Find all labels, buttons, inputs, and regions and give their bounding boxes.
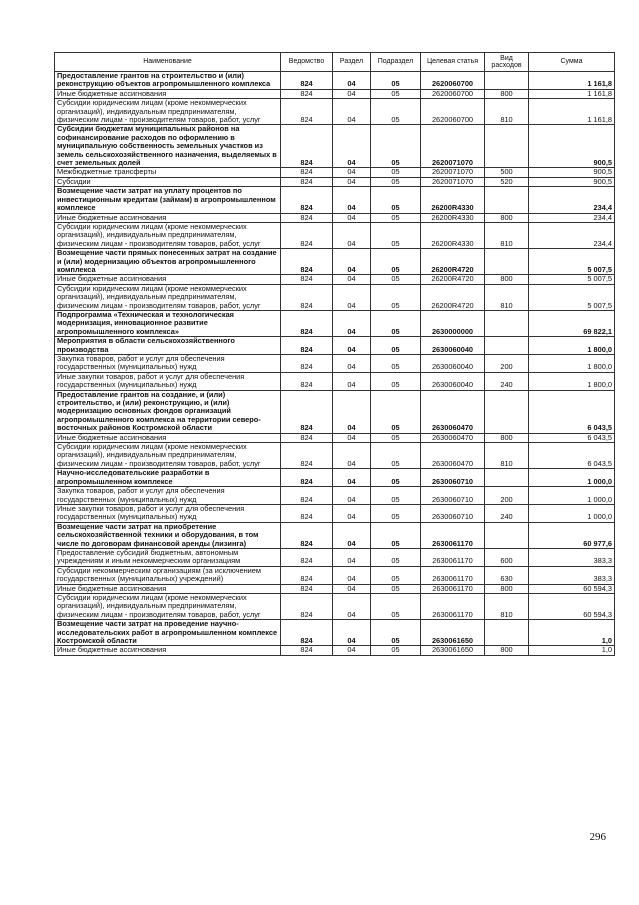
cell-subsection: 05 xyxy=(371,443,421,469)
cell-subsection: 05 xyxy=(371,187,421,213)
cell-target: 2630060040 xyxy=(421,337,485,355)
cell-dept: 824 xyxy=(281,187,333,213)
cell-section: 04 xyxy=(333,168,371,177)
cell-target: 26200R4330 xyxy=(421,187,485,213)
table-row xyxy=(55,72,615,90)
cell-section: 04 xyxy=(333,337,371,355)
cell-name: Предоставление грантов на строительство и (или) реконструкцию объектов агропромышленного комплекса xyxy=(55,72,281,90)
cell-dept: 824 xyxy=(281,469,333,487)
cell-kind: 800 xyxy=(485,584,529,593)
cell-kind xyxy=(485,337,529,355)
cell-kind: 800 xyxy=(485,433,529,442)
cell-dept: 824 xyxy=(281,168,333,177)
cell-name: Научно-исследовательские разработки в агропромышленном комплексе xyxy=(55,469,281,487)
cell-target: 2630060040 xyxy=(421,355,485,373)
cell-section: 04 xyxy=(333,390,371,433)
cell-subsection: 05 xyxy=(371,522,421,548)
cell-sum: 383,3 xyxy=(529,566,615,584)
cell-dept: 824 xyxy=(281,213,333,222)
cell-dept: 824 xyxy=(281,646,333,655)
cell-kind: 810 xyxy=(485,222,529,248)
cell-section: 04 xyxy=(333,72,371,90)
cell-section: 04 xyxy=(333,487,371,505)
table-row xyxy=(55,99,615,125)
cell-section: 04 xyxy=(333,187,371,213)
cell-dept: 824 xyxy=(281,275,333,284)
cell-kind xyxy=(485,310,529,336)
cell-sum: 383,3 xyxy=(529,548,615,566)
header-target: Целевая статья xyxy=(421,53,485,72)
header-subsection: Подраздел xyxy=(371,53,421,72)
cell-dept: 824 xyxy=(281,222,333,248)
table-row xyxy=(55,548,615,566)
cell-name: Субсидии юридическим лицам (кроме некоммерческих организаций), индивидуальным предпринимателям, физическим лицам - производителям товаров, работ, услуг xyxy=(55,443,281,469)
cell-subsection: 05 xyxy=(371,337,421,355)
table-row xyxy=(55,504,615,522)
table-row xyxy=(55,522,615,548)
cell-subsection: 05 xyxy=(371,310,421,336)
table-body xyxy=(55,72,615,656)
cell-target: 2630060710 xyxy=(421,504,485,522)
cell-sum: 6 043,5 xyxy=(529,433,615,442)
cell-dept: 824 xyxy=(281,584,333,593)
cell-name: Закупка товаров, работ и услуг для обеспечения государственных (муниципальных) нужд xyxy=(55,487,281,505)
cell-target: 2630060470 xyxy=(421,433,485,442)
table-row xyxy=(55,168,615,177)
cell-section: 04 xyxy=(333,222,371,248)
cell-name: Предоставление субсидий бюджетным, автономным учреждениям и иным некоммерческим организациям xyxy=(55,548,281,566)
cell-kind: 810 xyxy=(485,443,529,469)
cell-dept: 824 xyxy=(281,99,333,125)
cell-dept: 824 xyxy=(281,89,333,98)
header-dept: Ведомство xyxy=(281,53,333,72)
cell-sum: 60 594,3 xyxy=(529,593,615,619)
cell-section: 04 xyxy=(333,504,371,522)
cell-name: Субсидии некоммерческим организациям (за исключением государственных (муниципальных) учреждений) xyxy=(55,566,281,584)
cell-sum: 1 161,8 xyxy=(529,89,615,98)
cell-kind xyxy=(485,620,529,646)
cell-subsection: 05 xyxy=(371,504,421,522)
cell-kind xyxy=(485,125,529,168)
cell-section: 04 xyxy=(333,566,371,584)
cell-sum: 5 007,5 xyxy=(529,249,615,275)
cell-target: 2630061650 xyxy=(421,620,485,646)
table-row xyxy=(55,433,615,442)
cell-name: Субсидии юридическим лицам (кроме некоммерческих организаций), индивидуальным предпринимателям, физическим лицам - производителям товаров, работ, услуг xyxy=(55,284,281,310)
cell-kind: 800 xyxy=(485,213,529,222)
cell-name: Иные бюджетные ассигнования xyxy=(55,584,281,593)
cell-dept: 824 xyxy=(281,487,333,505)
cell-kind: 200 xyxy=(485,487,529,505)
cell-sum: 900,5 xyxy=(529,177,615,186)
cell-name: Иные бюджетные ассигнования xyxy=(55,89,281,98)
cell-section: 04 xyxy=(333,584,371,593)
cell-subsection: 05 xyxy=(371,584,421,593)
cell-kind xyxy=(485,390,529,433)
cell-sum: 6 043,5 xyxy=(529,443,615,469)
cell-dept: 824 xyxy=(281,355,333,373)
table-header xyxy=(55,53,615,72)
cell-kind: 500 xyxy=(485,168,529,177)
cell-subsection: 05 xyxy=(371,372,421,390)
cell-subsection: 05 xyxy=(371,72,421,90)
cell-section: 04 xyxy=(333,249,371,275)
cell-name: Возмещение части прямых понесенных затрат на создание и (или) модернизацию объектов агропромышленного комплекса xyxy=(55,249,281,275)
cell-dept: 824 xyxy=(281,522,333,548)
cell-name: Иные бюджетные ассигнования xyxy=(55,646,281,655)
cell-target: 2630061650 xyxy=(421,646,485,655)
table-row xyxy=(55,443,615,469)
cell-section: 04 xyxy=(333,89,371,98)
cell-target: 2620060700 xyxy=(421,72,485,90)
table-row xyxy=(55,584,615,593)
cell-sum: 1 000,0 xyxy=(529,487,615,505)
cell-kind xyxy=(485,469,529,487)
cell-target: 26200R4330 xyxy=(421,213,485,222)
cell-name: Иные бюджетные ассигнования xyxy=(55,275,281,284)
cell-dept: 824 xyxy=(281,284,333,310)
cell-kind xyxy=(485,249,529,275)
cell-sum: 234,4 xyxy=(529,222,615,248)
cell-sum: 1 800,0 xyxy=(529,372,615,390)
cell-section: 04 xyxy=(333,522,371,548)
cell-sum: 1 800,0 xyxy=(529,337,615,355)
cell-dept: 824 xyxy=(281,620,333,646)
cell-dept: 824 xyxy=(281,593,333,619)
table-row xyxy=(55,390,615,433)
cell-sum: 1 000,0 xyxy=(529,504,615,522)
cell-dept: 824 xyxy=(281,433,333,442)
cell-dept: 824 xyxy=(281,443,333,469)
header-section: Раздел xyxy=(333,53,371,72)
cell-target: 2630061170 xyxy=(421,522,485,548)
table-row xyxy=(55,337,615,355)
cell-sum: 6 043,5 xyxy=(529,390,615,433)
cell-name: Возмещение части затрат на проведение научно-исследовательских работ в агропромышленном комплексе Костромской области xyxy=(55,620,281,646)
table-row xyxy=(55,620,615,646)
cell-subsection: 05 xyxy=(371,390,421,433)
cell-subsection: 05 xyxy=(371,566,421,584)
table-row xyxy=(55,469,615,487)
cell-name: Субсидии юридическим лицам (кроме некоммерческих организаций), индивидуальным предпринимателям, физическим лицам - производителям товаров, работ, услуг xyxy=(55,99,281,125)
cell-dept: 824 xyxy=(281,337,333,355)
cell-section: 04 xyxy=(333,99,371,125)
cell-dept: 824 xyxy=(281,504,333,522)
header-name: Наименование xyxy=(55,53,281,72)
cell-name: Субсидии юридическим лицам (кроме некоммерческих организаций), индивидуальным предпринимателям, физическим лицам - производителям товаров, работ, услуг xyxy=(55,222,281,248)
cell-kind: 630 xyxy=(485,566,529,584)
cell-dept: 824 xyxy=(281,177,333,186)
cell-target: 2630061170 xyxy=(421,548,485,566)
cell-name: Мероприятия в области сельскохозяйственного производства xyxy=(55,337,281,355)
cell-sum: 5 007,5 xyxy=(529,284,615,310)
page-number: 296 xyxy=(589,831,606,843)
table-row xyxy=(55,213,615,222)
cell-name: Возмещение части затрат на уплату процентов по инвестиционным кредитам (займам) в агропромышленном комплексе xyxy=(55,187,281,213)
cell-section: 04 xyxy=(333,620,371,646)
cell-target: 2630060470 xyxy=(421,390,485,433)
cell-subsection: 05 xyxy=(371,469,421,487)
cell-subsection: 05 xyxy=(371,168,421,177)
cell-subsection: 05 xyxy=(371,249,421,275)
table-row xyxy=(55,187,615,213)
cell-sum: 900,5 xyxy=(529,168,615,177)
cell-subsection: 05 xyxy=(371,284,421,310)
table-row xyxy=(55,355,615,373)
cell-sum: 1,0 xyxy=(529,646,615,655)
cell-name: Возмещение части затрат на приобретение сельскохозяйственной техники и оборудования, в том числе по договорам финансовой аренды (лизинга) xyxy=(55,522,281,548)
table-row xyxy=(55,249,615,275)
cell-sum: 234,4 xyxy=(529,213,615,222)
cell-name: Иные бюджетные ассигнования xyxy=(55,213,281,222)
cell-kind: 800 xyxy=(485,89,529,98)
cell-subsection: 05 xyxy=(371,89,421,98)
cell-dept: 824 xyxy=(281,125,333,168)
cell-section: 04 xyxy=(333,284,371,310)
cell-dept: 824 xyxy=(281,249,333,275)
cell-dept: 824 xyxy=(281,372,333,390)
cell-subsection: 05 xyxy=(371,433,421,442)
cell-kind: 200 xyxy=(485,355,529,373)
cell-target: 26200R4720 xyxy=(421,249,485,275)
cell-name: Иные закупки товаров, работ и услуг для обеспечения государственных (муниципальных) нужд xyxy=(55,372,281,390)
cell-target: 2620060700 xyxy=(421,89,485,98)
cell-subsection: 05 xyxy=(371,593,421,619)
budget-table-sheet xyxy=(54,52,614,656)
table-row xyxy=(55,310,615,336)
cell-section: 04 xyxy=(333,177,371,186)
cell-sum: 1 800,0 xyxy=(529,355,615,373)
cell-name: Закупка товаров, работ и услуг для обеспечения государственных (муниципальных) нужд xyxy=(55,355,281,373)
header-row xyxy=(55,53,615,72)
cell-kind: 810 xyxy=(485,99,529,125)
cell-target: 2630060710 xyxy=(421,469,485,487)
cell-sum: 1 000,0 xyxy=(529,469,615,487)
cell-section: 04 xyxy=(333,213,371,222)
cell-target: 2630061170 xyxy=(421,566,485,584)
cell-section: 04 xyxy=(333,433,371,442)
cell-subsection: 05 xyxy=(371,646,421,655)
cell-sum: 1,0 xyxy=(529,620,615,646)
cell-sum: 5 007,5 xyxy=(529,275,615,284)
cell-dept: 824 xyxy=(281,566,333,584)
cell-subsection: 05 xyxy=(371,355,421,373)
cell-sum: 1 161,8 xyxy=(529,99,615,125)
cell-target: 2630060040 xyxy=(421,372,485,390)
cell-target: 2630060710 xyxy=(421,487,485,505)
cell-name: Межбюджетные трансферты xyxy=(55,168,281,177)
cell-section: 04 xyxy=(333,372,371,390)
cell-sum: 1 161,8 xyxy=(529,72,615,90)
cell-target: 2630061170 xyxy=(421,584,485,593)
cell-section: 04 xyxy=(333,548,371,566)
cell-section: 04 xyxy=(333,443,371,469)
cell-name: Субсидии xyxy=(55,177,281,186)
cell-name: Иные закупки товаров, работ и услуг для обеспечения государственных (муниципальных) нужд xyxy=(55,504,281,522)
cell-dept: 824 xyxy=(281,390,333,433)
table-row xyxy=(55,487,615,505)
cell-sum: 60 977,6 xyxy=(529,522,615,548)
cell-section: 04 xyxy=(333,593,371,619)
cell-sum: 234,4 xyxy=(529,187,615,213)
cell-target: 2630061170 xyxy=(421,593,485,619)
table-row xyxy=(55,125,615,168)
cell-section: 04 xyxy=(333,310,371,336)
cell-target: 26200R4720 xyxy=(421,284,485,310)
cell-target: 2620060700 xyxy=(421,99,485,125)
cell-kind: 800 xyxy=(485,646,529,655)
cell-sum: 69 822,1 xyxy=(529,310,615,336)
cell-subsection: 05 xyxy=(371,125,421,168)
cell-subsection: 05 xyxy=(371,275,421,284)
cell-section: 04 xyxy=(333,355,371,373)
cell-kind: 240 xyxy=(485,372,529,390)
cell-kind: 810 xyxy=(485,284,529,310)
table-row xyxy=(55,372,615,390)
cell-subsection: 05 xyxy=(371,548,421,566)
cell-name: Субсидии бюджетам муниципальных районов на софинансирование расходов по оформлению в муниципальную собственность земельных участков из земель сельскохозяйственного назначения, выделяемых в счет земельных долей xyxy=(55,125,281,168)
table-row xyxy=(55,177,615,186)
cell-section: 04 xyxy=(333,646,371,655)
cell-dept: 824 xyxy=(281,310,333,336)
cell-dept: 824 xyxy=(281,548,333,566)
table-row xyxy=(55,593,615,619)
cell-target: 2620071070 xyxy=(421,125,485,168)
cell-kind xyxy=(485,522,529,548)
cell-kind: 800 xyxy=(485,275,529,284)
table-row xyxy=(55,222,615,248)
cell-subsection: 05 xyxy=(371,213,421,222)
cell-target: 26200R4720 xyxy=(421,275,485,284)
cell-name: Предоставление грантов на создание, и (или) строительство, и (или) реконструкцию, и (или) модернизацию основных фондов организаций агропромышленного комплекса на территории северо-восточных районов Костромской области xyxy=(55,390,281,433)
header-kind: Вид расходов xyxy=(485,53,529,72)
budget-table xyxy=(54,52,615,656)
cell-section: 04 xyxy=(333,125,371,168)
cell-kind: 240 xyxy=(485,504,529,522)
cell-target: 2620071070 xyxy=(421,177,485,186)
table-row xyxy=(55,566,615,584)
cell-section: 04 xyxy=(333,469,371,487)
cell-kind: 810 xyxy=(485,593,529,619)
cell-sum: 900,5 xyxy=(529,125,615,168)
cell-subsection: 05 xyxy=(371,222,421,248)
cell-name: Иные бюджетные ассигнования xyxy=(55,433,281,442)
cell-subsection: 05 xyxy=(371,177,421,186)
cell-subsection: 05 xyxy=(371,620,421,646)
cell-kind: 520 xyxy=(485,177,529,186)
cell-kind xyxy=(485,72,529,90)
cell-target: 2630000000 xyxy=(421,310,485,336)
cell-target: 2620071070 xyxy=(421,168,485,177)
header-sum: Сумма xyxy=(529,53,615,72)
cell-subsection: 05 xyxy=(371,487,421,505)
cell-name: Субсидии юридическим лицам (кроме некоммерческих организаций), индивидуальным предпринимателям, физическим лицам - производителям товаров, работ, услуг xyxy=(55,593,281,619)
cell-name: Подпрограмма «Техническая и технологическая модернизация, инновационное развитие агропромышленного комплекса» xyxy=(55,310,281,336)
table-row xyxy=(55,284,615,310)
table-row xyxy=(55,275,615,284)
table-row xyxy=(55,646,615,655)
cell-subsection: 05 xyxy=(371,99,421,125)
cell-kind: 600 xyxy=(485,548,529,566)
cell-sum: 60 594,3 xyxy=(529,584,615,593)
cell-kind xyxy=(485,187,529,213)
cell-section: 04 xyxy=(333,275,371,284)
table-row xyxy=(55,89,615,98)
cell-dept: 824 xyxy=(281,72,333,90)
cell-target: 2630060470 xyxy=(421,443,485,469)
cell-target: 26200R4330 xyxy=(421,222,485,248)
